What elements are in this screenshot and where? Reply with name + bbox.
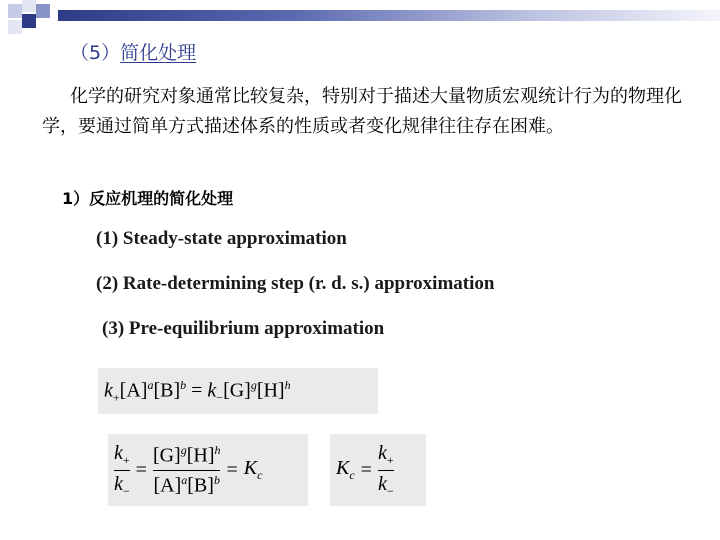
equilibrium-constant-ratio-equation: $\frac{k_+}{k_-}$ = $\frac{[G]^g[H]^h}{[A]^a[B]^b}$ = $K_c$ <box>108 434 308 506</box>
decor-square <box>36 4 50 18</box>
header-gradient-bar <box>58 10 720 21</box>
approximation-item-3: (3) Pre-equilibrium approximation <box>102 318 385 339</box>
intro-paragraph: 化学的研究对象通常比较复杂，特别对于描述大量物质宏观统计行为的物理化学，要通过简单方式描述体系的性质或者变化规律往往存在困难。 <box>42 86 682 137</box>
title-text: 简化处理 <box>120 42 197 64</box>
title-number: （5） <box>70 42 121 64</box>
equilibrium-rate-equation: $k_+[A]^a[B]^b = k_-[G]^g[H]^h$ <box>98 368 378 414</box>
decor-square <box>22 0 36 12</box>
approximation-item-2: (2) Rate-determining step (r. d. s.) approximation <box>96 273 495 294</box>
approximation-item-1: (1) Steady-state approximation <box>96 228 347 249</box>
decor-square <box>8 20 22 34</box>
decor-square <box>8 4 22 18</box>
kc-definition-equation: $K_c$ = $\frac{k_+}{k_-}$ <box>330 434 426 506</box>
header-decoration <box>0 0 720 40</box>
decor-square <box>22 14 36 28</box>
section-subheading: 1）反应机理的简化处理 <box>62 189 234 208</box>
slide-title <box>70 38 196 65</box>
